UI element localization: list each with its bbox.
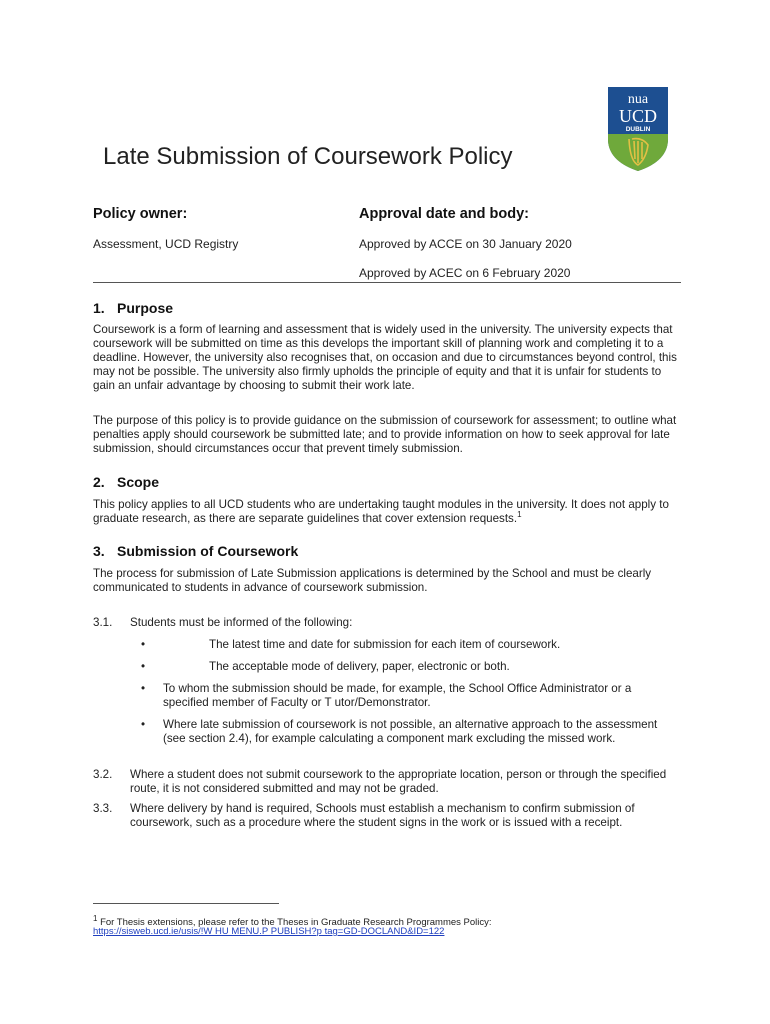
approval-line-1: Approved by ACCE on 30 January 2020 xyxy=(359,237,572,251)
footnote-ref[interactable]: 1 xyxy=(517,510,522,520)
item-text: Students must be informed of the following: xyxy=(130,616,353,629)
bullet-icon: • xyxy=(141,718,146,731)
section-title: Scope xyxy=(117,474,160,490)
bullet-text: Where late submission of coursework is not possible, an alternative approach to the assessment (see section 2.4), for example calculating a component mark excluding the missed work. xyxy=(163,718,658,745)
section-number: 1. xyxy=(93,300,105,316)
logo-city: DUBLIN xyxy=(625,126,651,133)
divider xyxy=(93,282,681,283)
section-heading-submission xyxy=(93,543,298,559)
purpose-paragraph-1: Coursework is a form of learning and assessment that is widely used in the university. The university expects that coursework will be submitted on time as this develops the important skill of planning work and completing it to a deadline. However, the university also recognises that, on occasion and due to circumstances beyond control, this may not be possible. The university also firmly upholds the principle of equity and that it is unfair for students to gain an unfair advantage by choosing to submit their work late. xyxy=(93,323,677,392)
item-text: Where delivery by hand is required, Schools must establish a mechanism to confirm submission of coursework, such as a procedure where the student signs in the work or is issued with a receipt. xyxy=(130,802,635,829)
footnote-divider xyxy=(93,903,279,904)
approval-label: Approval date and body: xyxy=(359,206,529,222)
item-number: 3.1. xyxy=(93,616,113,629)
logo-name: UCD xyxy=(618,106,658,126)
section-heading-purpose xyxy=(93,300,173,316)
bullet-text: To whom the submission should be made, for example, the School Office Administrator or a specified member of Faculty or T utor/Demonstrator. xyxy=(163,682,632,709)
policy-owner-value: Assessment, UCD Registry xyxy=(93,237,239,251)
scope-paragraph xyxy=(93,498,683,526)
bullet-text: The acceptable mode of delivery, paper, electronic or both. xyxy=(209,660,510,673)
section-heading-scope xyxy=(93,474,159,490)
bullet-text: The latest time and date for submission for each item of coursework. xyxy=(209,638,561,651)
section-title: Purpose xyxy=(117,300,174,316)
bullet-icon: • xyxy=(141,638,146,651)
footnote-link[interactable]: https://sisweb.ucd.ie/usis/!W HU MENU.P PUBLISH?p tag=GD-DOCLAND&ID=122 xyxy=(93,926,445,937)
logo-irish-text: nua xyxy=(627,92,649,107)
item-number: 3.3. xyxy=(93,802,113,815)
approval-line-2: Approved by ACEC on 6 February 2020 xyxy=(359,266,571,280)
page-title: Late Submission of Coursework Policy xyxy=(103,143,513,170)
scope-text: This policy applies to all UCD students who are undertaking taught modules in the university. It does not apply to graduate research, as there are separate guidelines that cover extension requests. xyxy=(93,498,669,525)
submission-paragraph: The process for submission of Late Submission applications is determined by the School and must be clearly communicated to students in advance of coursework submission. xyxy=(93,567,652,594)
item-text: Where a student does not submit coursework to the appropriate location, person or through the specified route, it is not considered submitted and may not be graded. xyxy=(130,768,667,795)
purpose-paragraph-2: The purpose of this policy is to provide guidance on the submission of coursework for assessment; to outline what penalties apply should coursework be submitted late; and to provide information on how to seek approval for late submission, should circumstances occur that prevent timely submission. xyxy=(93,414,677,455)
bullet-icon: • xyxy=(141,660,146,673)
section-number: 3. xyxy=(93,543,105,559)
section-number: 2. xyxy=(93,474,105,490)
item-number: 3.2. xyxy=(93,768,113,781)
bullet-icon: • xyxy=(141,682,146,695)
section-title: Submission of Coursework xyxy=(117,543,299,559)
footnote-text: For Thesis extensions, please refer to the Theses in Graduate Research Programmes Policy: xyxy=(100,917,492,929)
policy-owner-label: Policy owner: xyxy=(93,206,188,222)
footnote-number: 1 xyxy=(93,914,98,923)
ucd-logo xyxy=(606,87,670,171)
